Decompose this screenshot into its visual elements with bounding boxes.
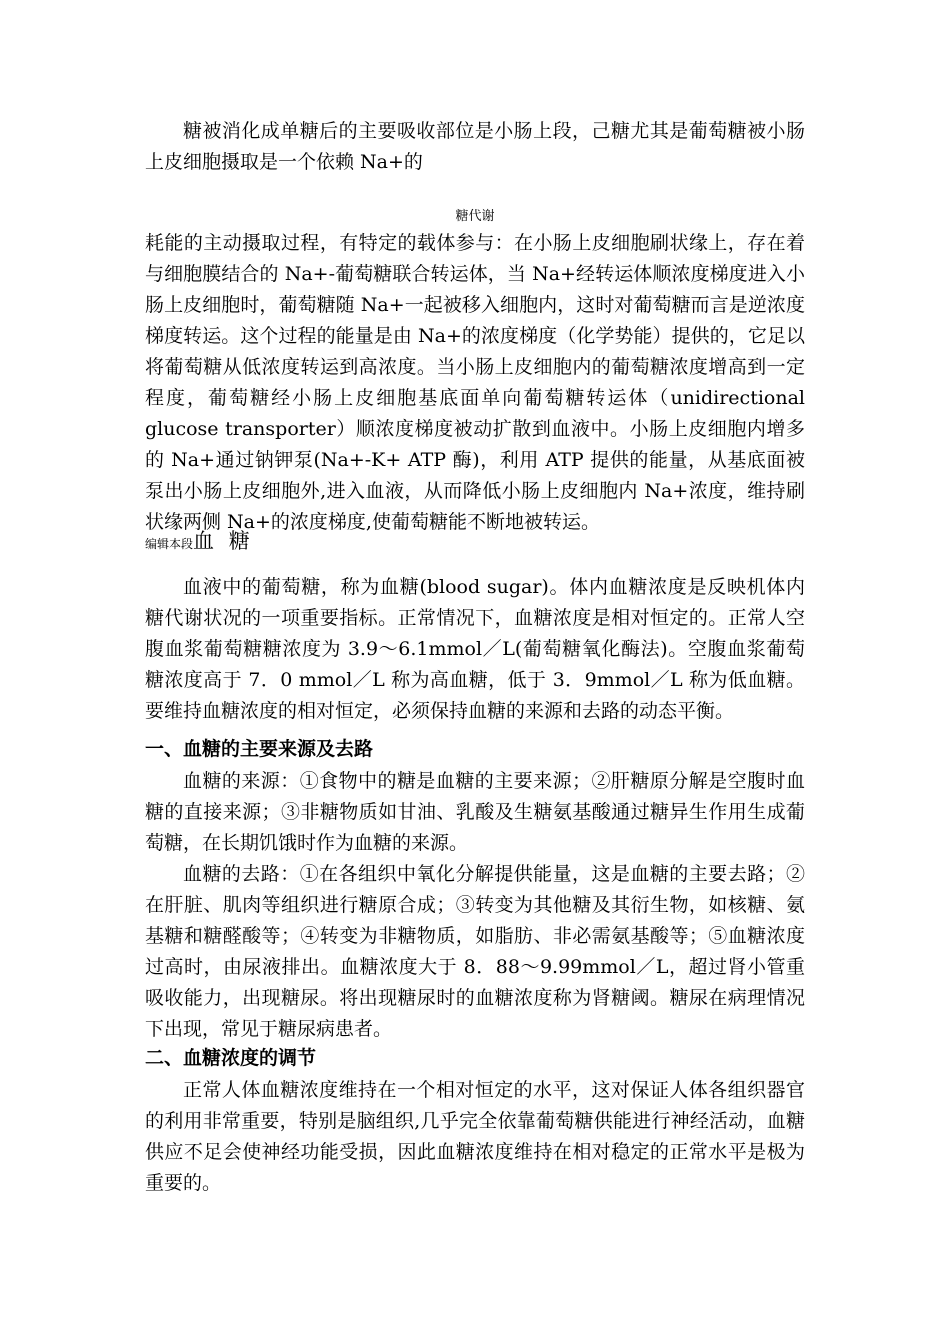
section-header bbox=[145, 525, 254, 555]
regulation-paragraph: 正常人体血糖浓度维持在一个相对恒定的水平，这对保证人体各组织器官的利用非常重要，特别是脑组织,几乎完全依靠葡萄糖供能进行神经活动，血糖供应不足会使神经功能受损，因此血糖浓度维持在相对稳定的正常水平是极为重要的。 bbox=[145, 1079, 805, 1194]
section-title: 血 糖 bbox=[193, 529, 254, 553]
edit-section-link[interactable]: 编辑本段 bbox=[145, 537, 194, 551]
intro-paragraph: 糖被消化成单糖后的主要吸收部位是小肠上段，己糖尤其是葡萄糖被小肠上皮细胞摄取是一个依赖 Na+的 bbox=[145, 120, 805, 173]
blood-sugar-paragraph: 血液中的葡萄糖，称为血糖(blood sugar)。体内血糖浓度是反映机体内糖代谢状况的一项重要指标。正常情况下，血糖浓度是相对恒定的。正常人空腹血浆葡萄糖糖浓度为 3.9～6.1mmol／L(葡萄糖氧化酶法)。空腹血浆葡萄糖浓度高于 7．0 mmol／L 称为高血糖，低于 3．9mmol／L 称为低血糖。要维持血糖浓度的相对恒定，必须保持血糖的来源和去路的动态平衡。 bbox=[145, 576, 805, 722]
sources-paragraph: 血糖的来源：①食物中的糖是血糖的主要来源；②肝糖原分解是空腹时血糖的直接来源；③非糖物质如甘油、乳酸及生糖氨基酸通过糖异生作用生成葡萄糖，在长期饥饿时作为血糖的来源。 bbox=[145, 770, 805, 854]
page-header-title: 糖代谢 bbox=[455, 209, 495, 224]
absorption-paragraph: 耗能的主动摄取过程，有特定的载体参与：在小肠上皮细胞刷状缘上，存在着与细胞膜结合的 Na+-葡萄糖联合转运体，当 Na+经转运体顺浓度梯度进入小肠上皮细胞时，葡萄糖随 Na+一起被移入细胞内，这时对葡萄糖而言是逆浓度梯度转运。这个过程的能量是由 Na+的浓度梯度（化学势能）提供的，它足以将葡萄糖从低浓度转运到高浓度。当小肠上皮细胞内的葡萄糖浓度增高到一定程度，葡萄糖经小肠上皮细胞基底面单向葡萄糖转运体（unidirectional glucose transporter）顺浓度梯度被动扩散到血液中。小肠上皮细胞内增多的 Na+通过钠钾泵(Na+-K+ ATP 酶)，利用 ATP 提供的能量，从基底面被泵出小肠上皮细胞外,进入血液，从而降低小肠上皮细胞内 Na+浓度，维持刷状缘两侧 Na+的浓度梯度,使葡萄糖能不断地被转运。 bbox=[145, 232, 805, 533]
heading-sources-destinations: 一、血糖的主要来源及去路 bbox=[145, 738, 374, 760]
destinations-paragraph: 血糖的去路：①在各组织中氧化分解提供能量，这是血糖的主要去路；②在肝脏、肌肉等组织进行糖原合成；③转变为其他糖及其衍生物，如核糖、氨基糖和糖醛酸等；④转变为非糖物质，如脂肪、非必需氨基酸等；⑤血糖浓度过高时，由尿液排出。血糖浓度大于 8．88～9.99mmol／L，超过肾小管重吸收能力，出现糖尿。将出现糖尿时的血糖浓度称为肾糖阈。糖尿在病理情况下出现，常见于糖尿病患者。 bbox=[145, 863, 805, 1040]
heading-regulation: 二、血糖浓度的调节 bbox=[145, 1047, 317, 1069]
